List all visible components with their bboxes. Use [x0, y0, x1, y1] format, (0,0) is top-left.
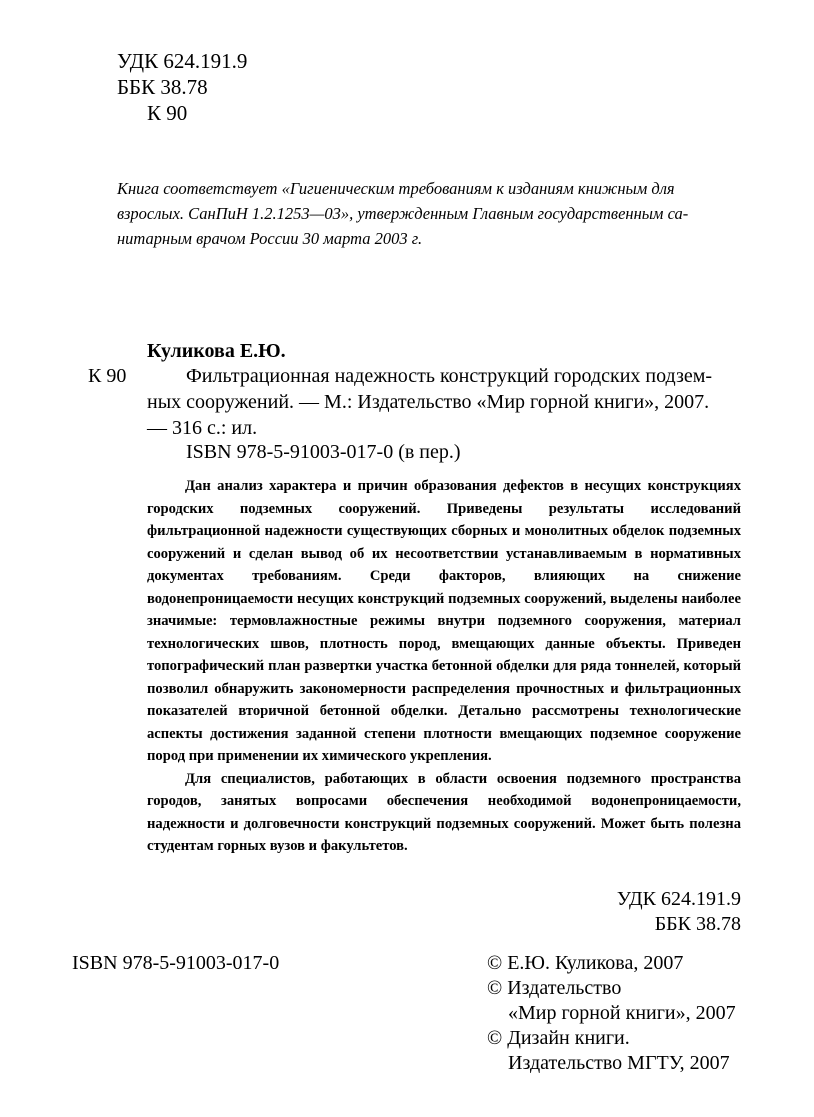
- description-line: Фильтрационная надежность конструкций городских подзем-: [186, 365, 713, 387]
- isbn-record: ISBN 978-5-91003-017-0 (в пер.): [186, 441, 461, 463]
- udk-code-top: УДК 624.191.9: [117, 49, 248, 73]
- copyright-design: © Дизайн книги.: [487, 1027, 630, 1049]
- copyright-publisher-name: «Мир горной книги», 2007: [508, 1002, 736, 1024]
- copyright-publisher: © Издательство: [487, 977, 622, 999]
- author-mark-top: К 90: [147, 101, 188, 125]
- author-name: Куликова Е.Ю.: [147, 340, 286, 362]
- abstract-paragraph: Дан анализ характера и причин образования дефектов в несущих конструкциях городских подземных сооружений. Приведены результаты исследований фильтрационной надежности существующих сборных и монолитных обделок подземных сооружений и сделан вывод об их несоответствии устанавливаемым в нормативных документах требованиям. Среди факторов, влияющих на снижение водонепроницаемости несущих конструкций подземных сооружений, выделены наиболее значимые: термовлажностные режимы внутри подземного сооружения, материал технологических швов, плотность пород, вмещающих данные объекты. Приведен топографический план развертки участка бетонной обделки для ряда тоннелей, который позволил обнаружить закономерности распределения прочностных и фильтрационных показателей вторичной бетонной обделки. Детально рассмотрены технологические аспекты достижения заданной степени плотности вмещающих подземное сооружение пород при применении их химического укрепления.: [147, 478, 741, 764]
- abstract-paragraph: Для специалистов, работающих в области освоения подземного пространства городов, занятых вопросами обеспечения необходимой водонепроницаемости, надежности и долговечности конструкций подземных сооружений. Может быть полезна студентам горных вузов и факультетов.: [147, 770, 741, 854]
- hygiene-note-line: взрослых. СанПиН 1.2.1253—03», утвержденным Главным государственным са-: [117, 204, 689, 223]
- bbk-code-top: ББК 38.78: [117, 75, 208, 99]
- copyright-design-publisher: Издательство МГТУ, 2007: [508, 1052, 730, 1074]
- author-mark-side: К 90: [88, 365, 127, 387]
- hygiene-note-line: нитарным врачом России 30 марта 2003 г.: [117, 229, 423, 248]
- udk-code-bottom: УДК 624.191.9: [616, 888, 741, 910]
- description-line: ных сооружений. — М.: Издательство «Мир горной книги», 2007.: [147, 391, 710, 413]
- hygiene-note: [117, 176, 741, 251]
- copyright-author: © Е.Ю. Куликова, 2007: [487, 952, 684, 974]
- hygiene-note-line: Книга соответствует «Гигиеническим требованиям к изданиям книжным для: [117, 179, 675, 198]
- abstract: [147, 475, 741, 858]
- isbn-bottom: ISBN 978-5-91003-017-0: [72, 952, 280, 974]
- description-line: — 316 с.: ил.: [147, 417, 258, 439]
- bbk-code-bottom: ББК 38.78: [654, 913, 741, 935]
